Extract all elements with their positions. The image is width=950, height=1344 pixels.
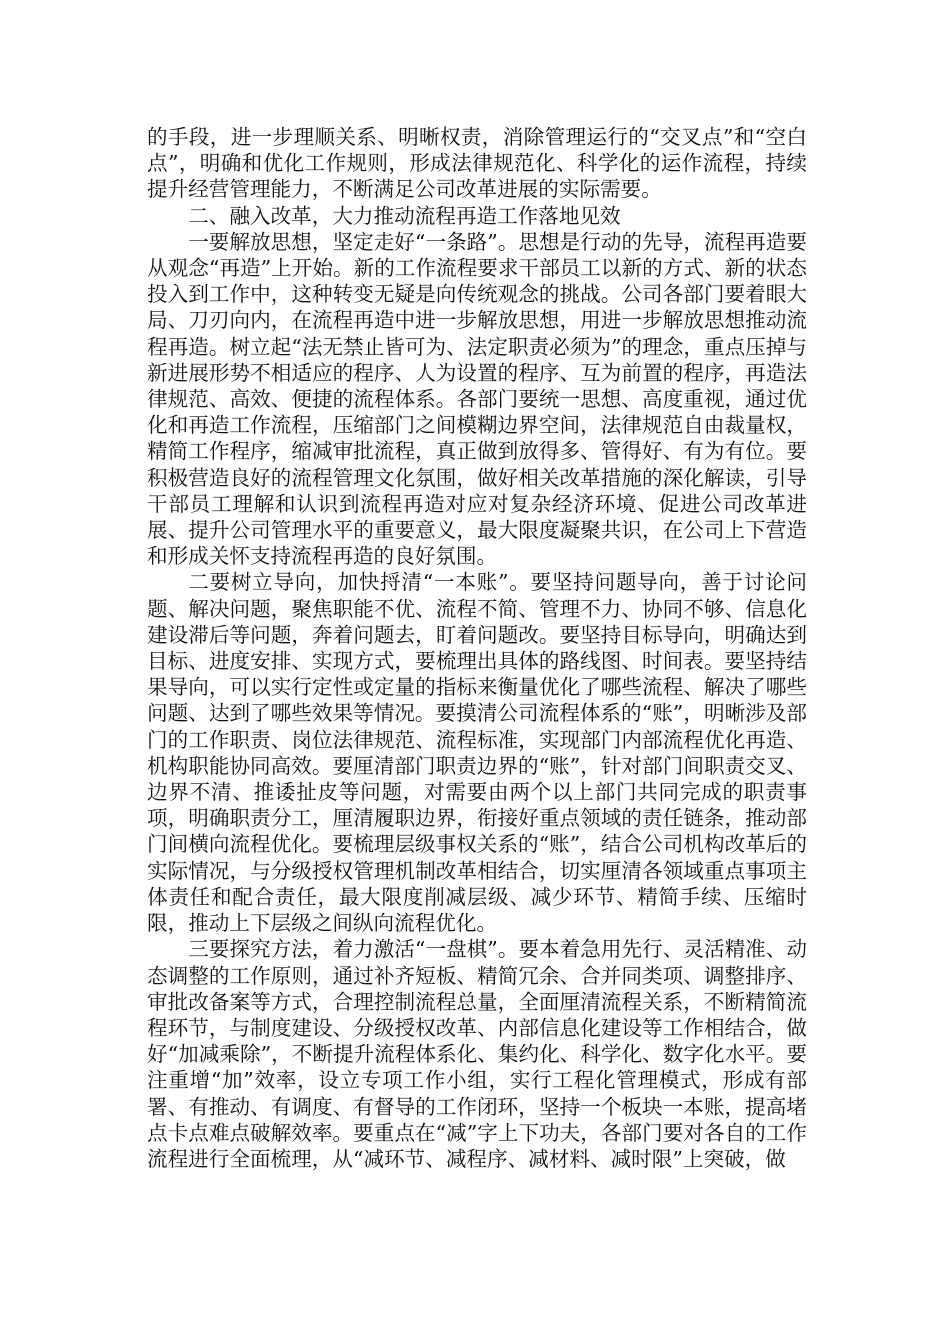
paragraph-second-point: 二要树立导向，加快捋清“一本账”。要坚持问题导向，善于讨论问题、解决问题，聚焦职能不优、流程不简、管理不力、协同不够、信息化建设滞后等问题，奔着问题去，盯着问题改。要坚持目标导向，明确达到目标、进度安排、实现方式，要梳理出具体的路线图、时间表。要坚持结果导向，可以实行定性或定量的指标来衡量优化了哪些流程、解决了哪些问题、达到了哪些效果等情况。要摸清公司流程体系的“账”，明晰涉及部门的工作职责、岗位法律规范、流程标准，实现部门内部流程优化再造、机构职能协同高效。要厘清部门职责边界的“账”，针对部门间职责交叉、边界不清、推诿扯皮等问题，对需要由两个以上部门共同完成的职责事项，明确职责分工，厘清履职边界，衔接好重点领域的责任链条，推动部门间横向流程优化。要梳理层级事权关系的“账”，结合公司机构改革后的实际情况，与分级授权管理机制改革相结合，切实厘清各领域重点事项主体责任和配合责任，最大限度削减层级、减少环节、精简手续、压缩时限，推动上下层级之间纵向流程优化。 [147, 570, 807, 936]
paragraph-intro-continuation: 的手段，进一步理顺关系、明晰权责，消除管理运行的“交叉点”和“空白点”，明确和优化工作规则，形成法律规范化、科学化的运作流程，持续提升经营管理能力，不断满足公司改革进展的实际需要。 [147, 125, 807, 202]
paragraph-first-point: 一要解放思想，坚定走好“一条路”。思想是行动的先导，流程再造要从观念“再造”上开始。新的工作流程要求干部员工以新的方式、新的状态投入到工作中，这种转变无疑是向传统观念的挑战。公司各部门要着眼大局、刀刃向内，在流程再造中进一步解放思想，用进一步解放思想推动流程再造。树立起“法无禁止皆可为、法定职责必须为”的理念，重点压掉与新进展形势不相适应的程序、人为设置的程序、互为前置的程序，再造法律规范、高效、便捷的流程体系。各部门要统一思想、高度重视，通过优化和再造工作流程，压缩部门之间模糊边界空间，法律规范自由裁量权，精简工作程序，缩减审批流程，真正做到放得多、管得好、有为有位。要积极营造良好的流程管理文化氛围，做好相关改革措施的深化解读，引导干部员工理解和认识到流程再造对应对复杂经济环境、促进公司改革进展、提升公司管理水平的重要意义，最大限度凝聚共识，在公司上下营造和形成关怀支持流程再造的良好氛围。 [147, 229, 807, 569]
paragraph-third-point: 三要探究方法，着力激活“一盘棋”。要本着急用先行、灵活精准、动态调整的工作原则，通过补齐短板、精简冗余、合并同类项、调整排序、审批改备案等方式，合理控制流程总量，全面厘清流程关系，不断精简流程环节，与制度建设、分级授权改革、内部信息化建设等工作相结合，做好“加减乘除”，不断提升流程体系化、集约化、科学化、数字化水平。要注重增“加”效率，设立专项工作小组，实行工程化管理模式，形成有部署、有推动、有调度、有督导的工作闭环，坚持一个板块一本账，提高堵点卡点难点破解效率。要重点在“减”字上下功夫，各部门要对各自的工作流程进行全面梳理，从“减环节、减程序、减材料、减时限”上突破，做 [147, 937, 807, 1171]
document-page [147, 124, 807, 1172]
section-heading: 二、融入改革，大力推动流程再造工作落地见效 [188, 203, 621, 228]
